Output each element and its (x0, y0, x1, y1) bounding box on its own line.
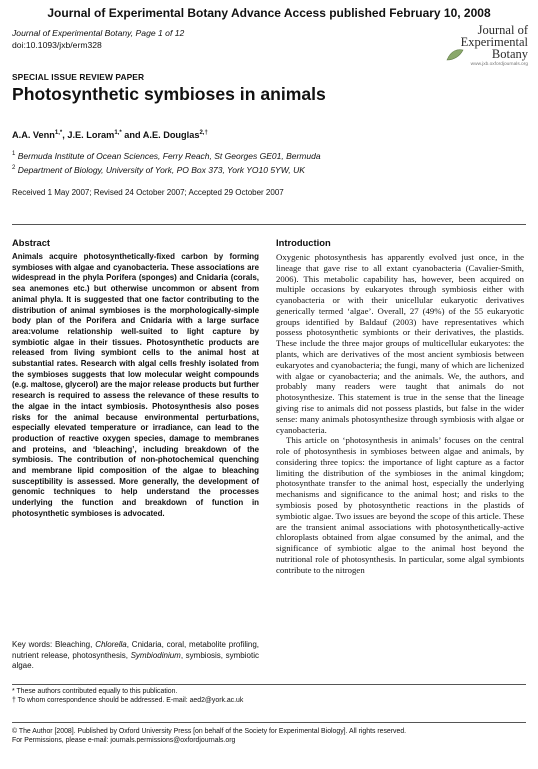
advance-access-banner: Journal of Experimental Botany Advance Access published February 10, 2008 (47, 6, 491, 20)
affiliation-1: $^1$ Bermuda Institute of Ocean Sciences, Ferry Reach, St Georges GE01, Bermuda (12, 151, 321, 161)
introduction-heading: Introduction (276, 237, 331, 248)
leaf-logo-icon (446, 48, 464, 62)
footnote-correspondence: † To whom correspondence should be addressed. E-mail: aed2@york.ac.uk (12, 697, 244, 704)
introduction-body (276, 252, 524, 575)
abstract-heading: Abstract (12, 237, 51, 248)
doi: doi:10.1093/jxb/erm328 (12, 40, 102, 50)
logo-line-1: Journal of (477, 23, 528, 37)
journal-page-info: Journal of Experimental Botany, Page 1 of 12 (12, 28, 185, 38)
journal-logo (428, 24, 528, 67)
article-title: Photosynthetic symbioses in animals (12, 84, 326, 104)
copyright-divider (12, 722, 526, 723)
affiliation-2: $^2$ Department of Biology, University of York, PO Box 373, York YO10 5YW, UK (12, 165, 305, 175)
received-dates: Received 1 May 2007; Revised 24 October 2007; Accepted 29 October 2007 (12, 188, 284, 197)
footnote-divider (12, 684, 526, 685)
section-label: SPECIAL ISSUE REVIEW PAPER (12, 72, 145, 82)
keywords: Key words: Bleaching, Chlorella, Cnidaria, coral, metabolite profiling, nutrient release, photosynthesis, Symbiodinium, symbiosis, symbiotic algae. (12, 640, 260, 671)
permissions-line: For Permissions, please e-mail: journals.permissions@oxfordjournals.org (12, 737, 236, 744)
divider-top (12, 224, 526, 225)
logo-line-3: Botany (491, 47, 528, 61)
copyright-block (12, 727, 406, 745)
authors: A.A. Venn$^{1,*}$, J.E. Loram$^{1,*}$ and A.E. Douglas$^{2,\dagger}$ (12, 130, 208, 141)
intro-paragraph-1: Oxygenic photosynthesis has apparently evolved just once, in the lineage that gave rise to all extant cyanobacteria (Cavalier-Smith, 2006). This metabolic capability has, however, been acquired on multiple occasions by eukaryotes through symbiosis either with cyanobacteria or with their unicellular eukaryotic derivatives generically termed ‘algae’. Overall, 27 (49%) of the 55 eukaryotic groups identified by Baldauf (2003) have representatives which possess photosynthetic symbionts or their derivatives, the plastids. These include the three major groups of multicellular eukaryotes: the plants, which are derivatives of the most ancient symbiosis between eukaryotes and cyanobacteria; the fungi, many of which are lichenized with algae or cyanobacteria; and the animals. We, the authors, and probably many readers were taught that animals do not photosynthesize. This statement is true in the sense that the lineage giving rise to animals did not possess plastids, but false in the wider sense: many animals photosynthesize through symbiosis with algae or cyanobacteria. (276, 252, 524, 435)
logo-url: www.jxb.oxfordjournals.org (470, 62, 528, 67)
abstract-text: Animals acquire photosynthetically-fixed carbon by forming symbioses with algae and cyanobacteria. These associations are widespread in the phyla Porifera (sponges) and Cnidaria (corals, sea anemones etc.) but otherwise uncommon or absent from animal phyla. It is suggested that one factor contributing to the distribution of animal symbioses is the morphologically-simple body plan of the Porifera and Cnidaria with a large surface area:volume relationship well-suited to light capture by symbiotic algae in their tissues. Photosynthetic products are released from living symbiont cells to the animal host at substantial rates. Research with algal cells freshly isolated from the symbioses suggests that low molecular weight compounds (e.g. maltose, glycerol) are the major release products but further research is required to assess the relevance of these results to the algae in the intact symbiosis. Photosynthesis also poses risks for the animal because environmental perturbations, especially elevated temperature or irradiance, can lead to the production of reactive oxygen species, damage to membranes and proteins, and ‘bleaching’, including breakdown of the symbiosis. The contribution of non-photochemical quenching and membrane lipid composition of the algae to bleaching susceptibility is assessed. More generally, the development of genomic techniques to help understand the processes underlying the function and breakdown of function in photosynthetic symbioses is advocated. (12, 252, 259, 518)
footnote-equal-contribution: * These authors contributed equally to this publication. (12, 688, 178, 695)
logo-line-2: Experimental (460, 35, 528, 49)
copyright-line: © The Author [2008]. Published by Oxford University Press [on behalf of the Society for Experimental Biology]. All rights reserved. (12, 728, 407, 735)
intro-paragraph-2: This article on ‘photosynthesis in animals’ focuses on the central role of photosynthesis in symbioses between algae and animals, by considering three topics: the importance of light capture as a factor limiting the distribution of the symbioses in the animal kingdom; photosynthate transfer to the animal host, especially the underlying mechanisms and significance to the animal host; and risks to the symbiosis posed by photosynthetic reactions in the plastids of symbiotic algae. Two issues are beyond the scope of this article. These are the transient animal associations with photosynthetically-active chloroplasts obtained from algae consumed by the animal, and the significance of symbiotic algae to the animal host beyond the nutritional role of photosynthesis. In particular, some algal symbionts contribute to the nitrogen (276, 435, 524, 575)
